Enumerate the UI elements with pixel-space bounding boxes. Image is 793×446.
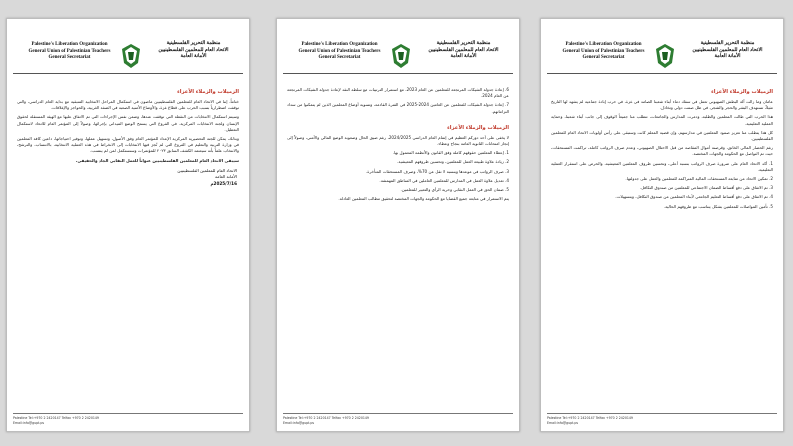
paragraph: سيبقى الاتحاد العام للمعلمين الفلسطينيين عنواناً للعمل النقابي الجاد والحقيقي. (75, 157, 239, 163)
paragraph: 5. ضمان الحق في العمل النقابي وحرية الرأي والتعبير للمعلمين. (400, 187, 509, 193)
salutation: الزميلات والزملاء الأعزاء (447, 124, 509, 131)
paragraph: عامان وما زالت آلة البطش الصهيوني تعمل في سفك دماء أبناء شعبنا الصامد في غزة، في حرب إبادة جماعية لم يشهد لها التاريخ مثيلاً، تستهدف البشر والحجر والشجر، في ظل صمت دولي وتخاذل. (551, 99, 773, 111)
letterhead (541, 19, 783, 79)
org-name-arabic: منظمة التحرير الفلسطينية الاتحاد العام للمعلمين الفلسطينيين الأمانة العامة (158, 41, 229, 59)
paragraph: 7. إعادة جدولة الشيكات للمعلمين عن العامين 2024-2025 في الفترة القادمة، وتسوية أوضاع المعلمين الذين لم يتمكنوا من سداد التزاماتهم. (287, 102, 509, 114)
paragraph: 2. زيادة علاوة طبيعة العمل للمعلمين، وتحسين ظروفهم المعيشية. (397, 159, 509, 165)
paragraph: هذا الحرب التي طالت المعلمين والطلبة، ودمرت المدارس والجامعات، تتطلب منا جميعاً الوقوف إلى جانب أبناء شعبنا، وحماية العملية التعليمية. (551, 114, 773, 126)
union-logo-icon (654, 43, 676, 69)
salutation: الزميلات والزملاء الأعزاء (711, 89, 773, 95)
paragraph: 4. تم الاتفاق على دفع أقساط التعليم الجامعي لأبناء المعلمين من صندوق التكافل، وبتسهيلات. (615, 194, 773, 200)
document-page-1 (6, 18, 250, 432)
header-divider (547, 73, 777, 74)
paragraph: 3. صرف الرواتب في موعدها وبنسبة لا تقل عن 70%، وصرف المستحقات المتأخرة. (365, 168, 509, 174)
paragraph: وسيتم استكمال الانتخابات من النقطة التي توقفت عندها، وضمن نفس الإجراءات التي تم الاتفاق عليها مع الهيئة المستقلة لحقوق الإنسان ولجنة الانتخابات المركزية. في الفروع التي يسمح الوضع الميداني بإجرائها، وصولاً إلى المؤتمر العام للاتحاد لاستكمال التعطيل. (17, 114, 239, 132)
paragraph: ختاماً، إننا في الاتحاد العام للمعلمين الفلسطينيين ماضون في استكمال المراحل الانتخابية المتبقية مع بداية العام الدراسي، والتي توقفت اضطرارياً بسبب الحرب على قطاع غزة، والأوضاع الأمنية الصعبة في الضفة الغربية، والحواجز والإغلاقات. (17, 99, 239, 111)
salutation: الزميلات والزملاء الأعزاء (177, 89, 239, 95)
paragraph: 5. تأمين المواصلات للمعلمين بشكل يتناسب مع ظروفهم الحالية. (663, 203, 773, 209)
header-divider (283, 73, 513, 74)
org-name-english: Palestine's Liberation Organization General Union of Palestinian Teachers General Secretariat (28, 42, 111, 60)
letterhead (277, 19, 519, 79)
letter-date: 2025/7/16م (210, 180, 237, 186)
letter-body (7, 99, 249, 164)
paragraph: كل هذا يتطلب منا تعزيز صمود المعلمين في مدارسهم، وإن قضية المعلم كانت وستبقى على رأس أولويات الاتحاد العام للمعلمين الفلسطينيين. (551, 129, 773, 142)
union-logo-icon (390, 43, 412, 69)
page-footer: Palestine Tel:+970 2 2420147 Telfax +970 2 2420149 Email:info@gupt.ps (283, 413, 513, 425)
letter-body (541, 99, 783, 210)
page-footer: Palestine Tel:+970 2 2420147 Telfax +970 2 2420149 Email:info@gupt.ps (13, 413, 243, 425)
paragraph: 4. تعديل علاوة العمل في المدارس للمعلمين العاملين في المناطق المهمشة. (379, 177, 509, 183)
paragraph: 2. تمكين الاتحاد من متابعة المستحقات المالية المتراكمة للمعلمين والعمل على جدولتها. (625, 176, 773, 182)
letterhead (7, 19, 249, 79)
org-name-english: Palestine's Liberation Organization General Union of Palestinian Teachers General Secretariat (562, 42, 645, 60)
paragraph: 1. أكد الاتحاد العام على ضرورة صرف الرواتب بنسبة أعلى، وتحسين ظروف المعلمين المعيشية، والحرص على استقرار العملية التعليمية. (551, 160, 773, 172)
org-name-arabic: منظمة التحرير الفلسطينية الاتحاد العام للمعلمين الفلسطينيين الأمانة العامة (692, 41, 763, 59)
union-logo-icon (120, 43, 142, 69)
document-page-2 (276, 18, 520, 432)
paragraph: وبذلك، يمكن للجنة التحضيرية المركزية الإعداد للمؤتمر العام وفق الأصول، وتسهيل عملها، وتوفير احتياجاتها، داعين كافة المعلمين في وزارة التربية والتعليم في الفروع التي لم تُجرَ فيها الانتخابات إلى الانخراط في هذه العملية الانتخابية، بالانتساب، والترشح، والانتخاب علماً بأنه سيعتمد الكشف السابق ٢٠٢٣ للمؤتمرات وسنستكمل لمن لم ينتسب. (17, 136, 239, 154)
org-name-arabic: منظمة التحرير الفلسطينية الاتحاد العام للمعلمين الفلسطينيين الأمانة العامة (428, 41, 499, 59)
letter-body (277, 135, 519, 203)
org-name-english: Palestine's Liberation Organization General Union of Palestinian Teachers General Secretariat (298, 42, 381, 60)
paragraph: 3. تم الاتفاق على دفع أقساط الضمان الاجتماعي للمعلمين من صندوق التكافل. (639, 185, 773, 191)
page-footer: Palestine Tel:+970 2 2420147 Telfax +970 2 2420149 Email:info@gupt.ps (547, 413, 777, 425)
header-divider (13, 73, 243, 74)
signature-block: الاتحاد العام للمعلمين الفلسطينيين الأمانة العامة 2025/7/16م (7, 168, 249, 187)
paragraph: 1. إعطاء المعلمين حقوقهم كاملة وفق القانون والأنظمة المعمول بها. (392, 150, 509, 156)
paragraph: 6. إعادة جدولة الشيكات المرتجعة للمعلمين عن العام 2023، مع استمرار الترتيبات مع سلطة النقد لإعادة جدولة الشيكات المرتجعة عن العام 2024. (287, 87, 510, 99)
paragraph: لا يخفى على أحد دوركم العظيم في إتمام العام الدراسي 2024/2025، رغم ضيق الحال وصعوبة الوضع المالي والأمني، وصولاً إلى إنجاز امتحانات الثانوية العامة بنجاح وعطاء. (287, 134, 509, 147)
letter-body-top (277, 87, 519, 115)
paragraph: يتم الاستمرار في متابعة جميع القضايا مع الحكومة والجهات المختصة لتحقيق مطالب المعلمين العادلة. (338, 196, 509, 202)
document-page-3 (540, 18, 784, 432)
paragraph: رغم الحصار المالي الخانق، وقرصنة أموال المقاصة من قبل الاحتلال الصهيوني، وعدم صرف الرواتب كاملة، تراكمت المستحقات، حيث تم التواصل مع الحكومة والجهات المختصة. (551, 145, 773, 157)
